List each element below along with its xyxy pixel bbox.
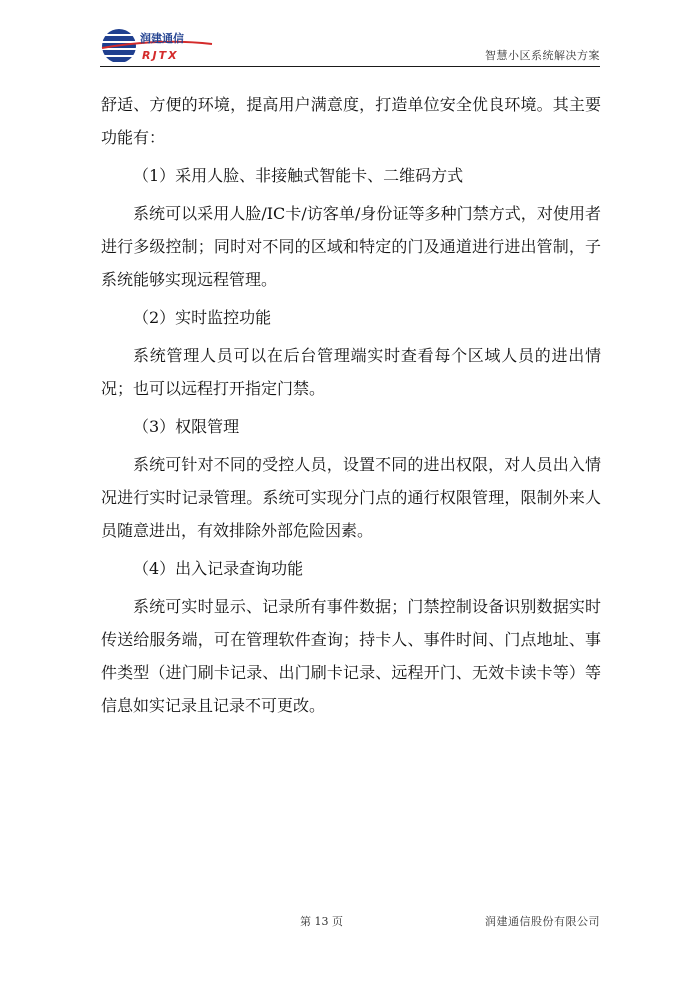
body-paragraph: 系统可实时显示、记录所有事件数据；门禁控制设备识别数据实时传送给服务端，可在管理软件查询；持卡人、事件时间、门点地址、事件类型（进门刷卡记录、出门刷卡记录、远程开门、无效卡读卡等）等信息如实记录且记录不可更改。: [101, 597, 601, 715]
section-heading: （3）权限管理: [133, 417, 240, 436]
page-header: [100, 26, 600, 66]
logo-text-en: RJTX: [142, 49, 179, 62]
page-footer: [100, 913, 600, 933]
company-logo: [100, 26, 215, 66]
logo-text-cn: 润建通信: [140, 32, 184, 45]
body-paragraph: 系统可以采用人脸/IC卡/访客单/身份证等多种门禁方式，对使用者进行多级控制；同时对不同的区域和特定的门及通道进行进出管制，子系统能够实现远程管理。: [101, 204, 601, 289]
section-heading: （1）采用人脸、非接触式智能卡、二维码方式: [133, 166, 464, 185]
header-divider: [100, 66, 600, 67]
logo-graphic: [100, 26, 215, 66]
body-paragraph: 系统可针对不同的受控人员，设置不同的进出权限，对人员出入情况进行实时记录管理。系统可实现分门点的通行权限管理，限制外来人员随意进出，有效排除外部危险因素。: [101, 455, 601, 540]
section-heading: （4）出入记录查询功能: [133, 559, 304, 578]
body-paragraph: 舒适、方便的环境，提高用户满意度，打造单位安全优良环境。其主要功能有：: [101, 95, 601, 147]
document-title: 智慧小区系统解决方案: [485, 49, 600, 62]
document-body: [101, 88, 601, 727]
page-number: 第 13 页: [300, 915, 343, 928]
body-paragraph: 系统管理人员可以在后台管理端实时查看每个区域人员的进出情况；也可以远程打开指定门禁。: [101, 346, 601, 398]
company-name: 润建通信股份有限公司: [485, 915, 600, 928]
section-heading: （2）实时监控功能: [133, 308, 272, 327]
